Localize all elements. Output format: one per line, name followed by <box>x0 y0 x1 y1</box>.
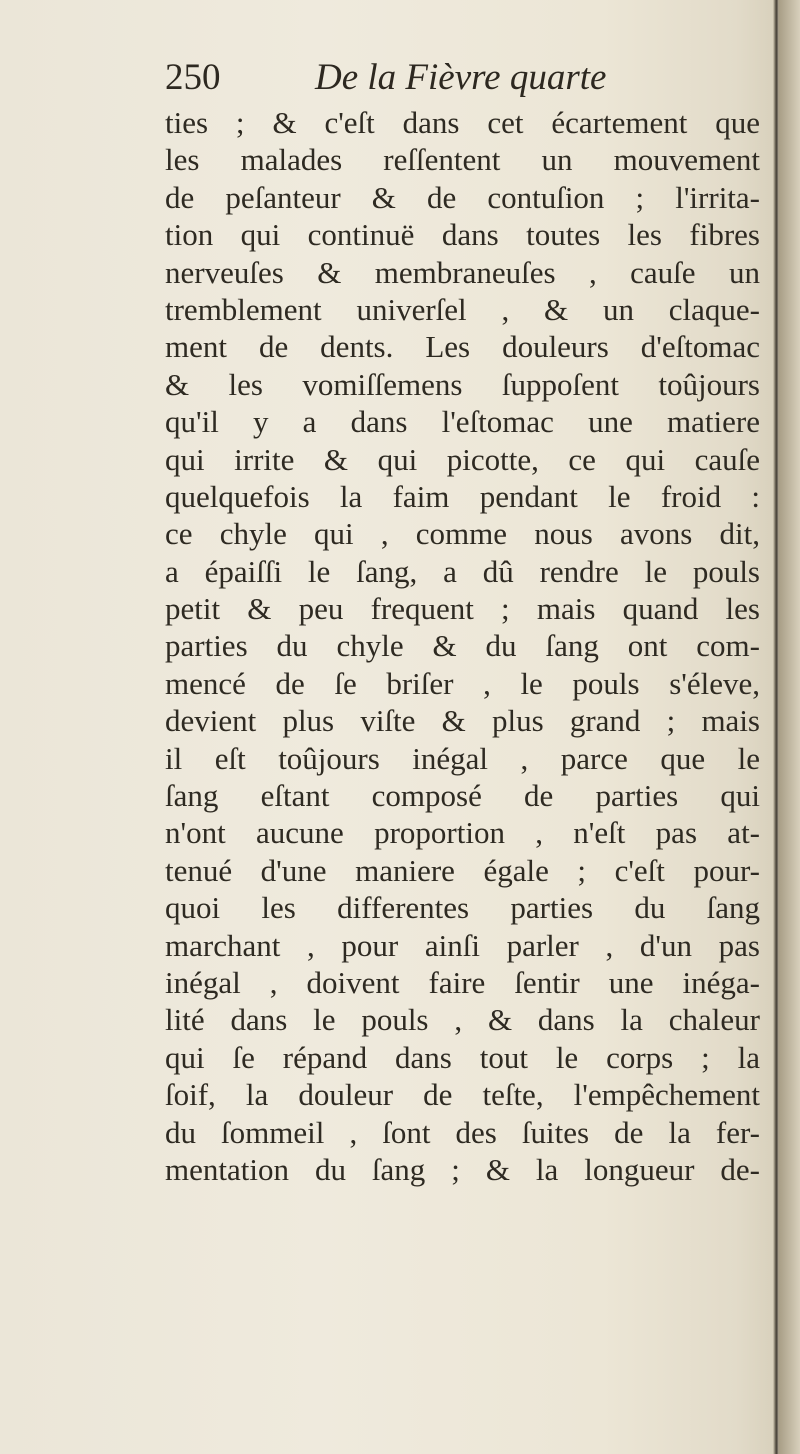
text-line: tion qui continuë dans toutes les fibres <box>165 217 760 253</box>
running-title: De la Fièvre quarte <box>315 57 607 98</box>
text-line: petit & peu frequent ; mais quand les <box>165 591 760 627</box>
page-number: 250 <box>165 57 221 98</box>
text-line: tenué d'une maniere égale ; c'eſt pour- <box>165 852 760 888</box>
text-line: mencé de ſe briſer , le pouls s'éleve, <box>165 665 760 701</box>
text-line: ce chyle qui , comme nous avons dit, <box>165 516 760 552</box>
text-line: il eſt toûjours inégal , parce que le <box>165 740 760 776</box>
text-line: quoi les differentes parties du ſang <box>165 890 760 926</box>
text-line: a épaiſſi le ſang, a dû rendre le pouls <box>165 553 760 589</box>
text-line: qu'il y a dans l'eſtomac une matiere <box>165 404 760 440</box>
text-line: quelquefois la faim pendant le froid : <box>165 478 760 514</box>
page-text-block <box>165 52 760 1188</box>
text-line: ment de dents. Les douleurs d'eſtomac <box>165 329 760 365</box>
text-line: du ſommeil , ſont des ſuites de la fer- <box>165 1114 760 1150</box>
text-line: parties du chyle & du ſang ont com- <box>165 628 760 664</box>
text-line: ſang eſtant composé de parties qui <box>165 778 760 814</box>
text-line: nerveuſes & membraneuſes , cauſe un <box>165 254 760 290</box>
text-line: tremblement univerſel , & un claque- <box>165 291 760 327</box>
text-line: ties ; & c'eſt dans cet écartement que <box>165 105 760 140</box>
text-line: qui irrite & qui picotte, ce qui cauſe <box>165 441 760 477</box>
text-line: lité dans le pouls , & dans la chaleur <box>165 1002 760 1038</box>
text-line: ſoif, la douleur de teſte, l'empêchement <box>165 1077 760 1113</box>
text-line: n'ont aucune proportion , n'eſt pas at- <box>165 815 760 851</box>
page-header <box>165 52 760 104</box>
text-line: de peſanteur & de contuſion ; l'irrita- <box>165 179 760 215</box>
text-line: devient plus viſte & plus grand ; mais <box>165 703 760 739</box>
text-line: inégal , doivent faire ſentir une inéga- <box>165 964 760 1000</box>
text-line: & les vomiſſemens ſuppoſent toûjours <box>165 366 760 402</box>
text-line: mentation du ſang ; & la longueur de- <box>165 1151 760 1187</box>
page-gutter-shadow <box>779 0 800 1454</box>
text-line: les malades reſſentent un mouvement <box>165 142 760 178</box>
text-line: qui ſe répand dans tout le corps ; la <box>165 1039 760 1075</box>
text-line: marchant , pour ainſi parler , d'un pas <box>165 927 760 963</box>
